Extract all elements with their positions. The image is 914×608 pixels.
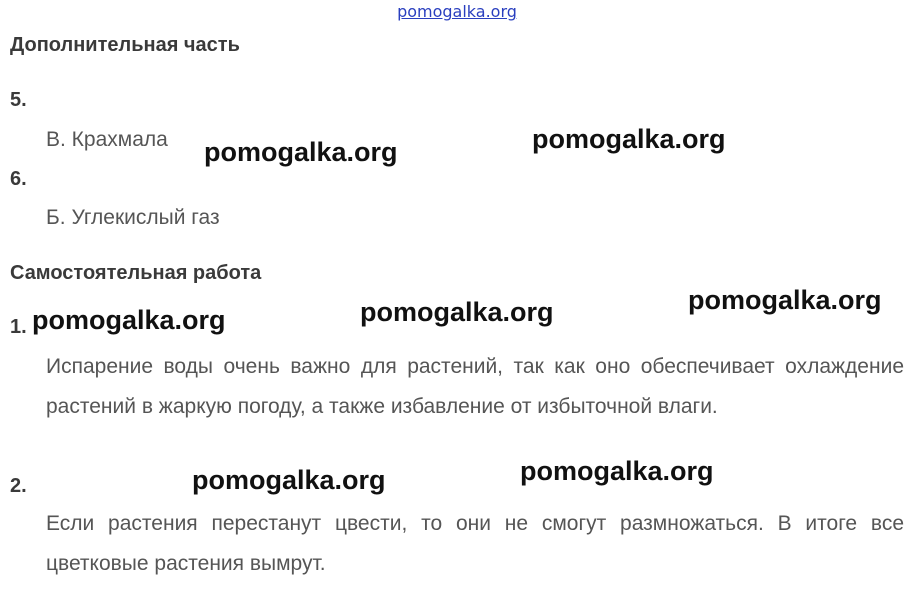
watermark: pomogalka.org <box>688 285 882 315</box>
item-number-5: 5. <box>10 89 27 111</box>
watermark: pomogalka.org <box>32 305 226 335</box>
item-number-6: 6. <box>10 168 27 190</box>
watermark: pomogalka.org <box>532 124 726 154</box>
additional-part-heading: Дополнительная часть <box>10 34 240 56</box>
item-text-2: Если растения перестанут цвести, то они не смогут размножаться. В итоге все цветковые растения вымрут. <box>46 512 904 575</box>
item-answer-6: Б. Углекислый газ <box>46 206 220 229</box>
watermark: pomogalka.org <box>520 456 714 486</box>
independent-work-heading: Самостоятельная работа <box>10 262 262 284</box>
item-answer-5: В. Крахмала <box>46 128 168 151</box>
watermark: pomogalka.org <box>204 137 398 167</box>
item-number-1: 1. <box>10 316 27 338</box>
item-number-2: 2. <box>10 475 27 497</box>
watermark: pomogalka.org <box>360 297 554 327</box>
item-text-1: Испарение воды очень важно для растений, так как оно обеспечивает охлаждение растений в жаркую погоду, а также избавление от избыточной влаги. <box>46 355 904 418</box>
site-link[interactable]: pomogalka.org <box>397 2 517 21</box>
watermark: pomogalka.org <box>192 465 386 495</box>
